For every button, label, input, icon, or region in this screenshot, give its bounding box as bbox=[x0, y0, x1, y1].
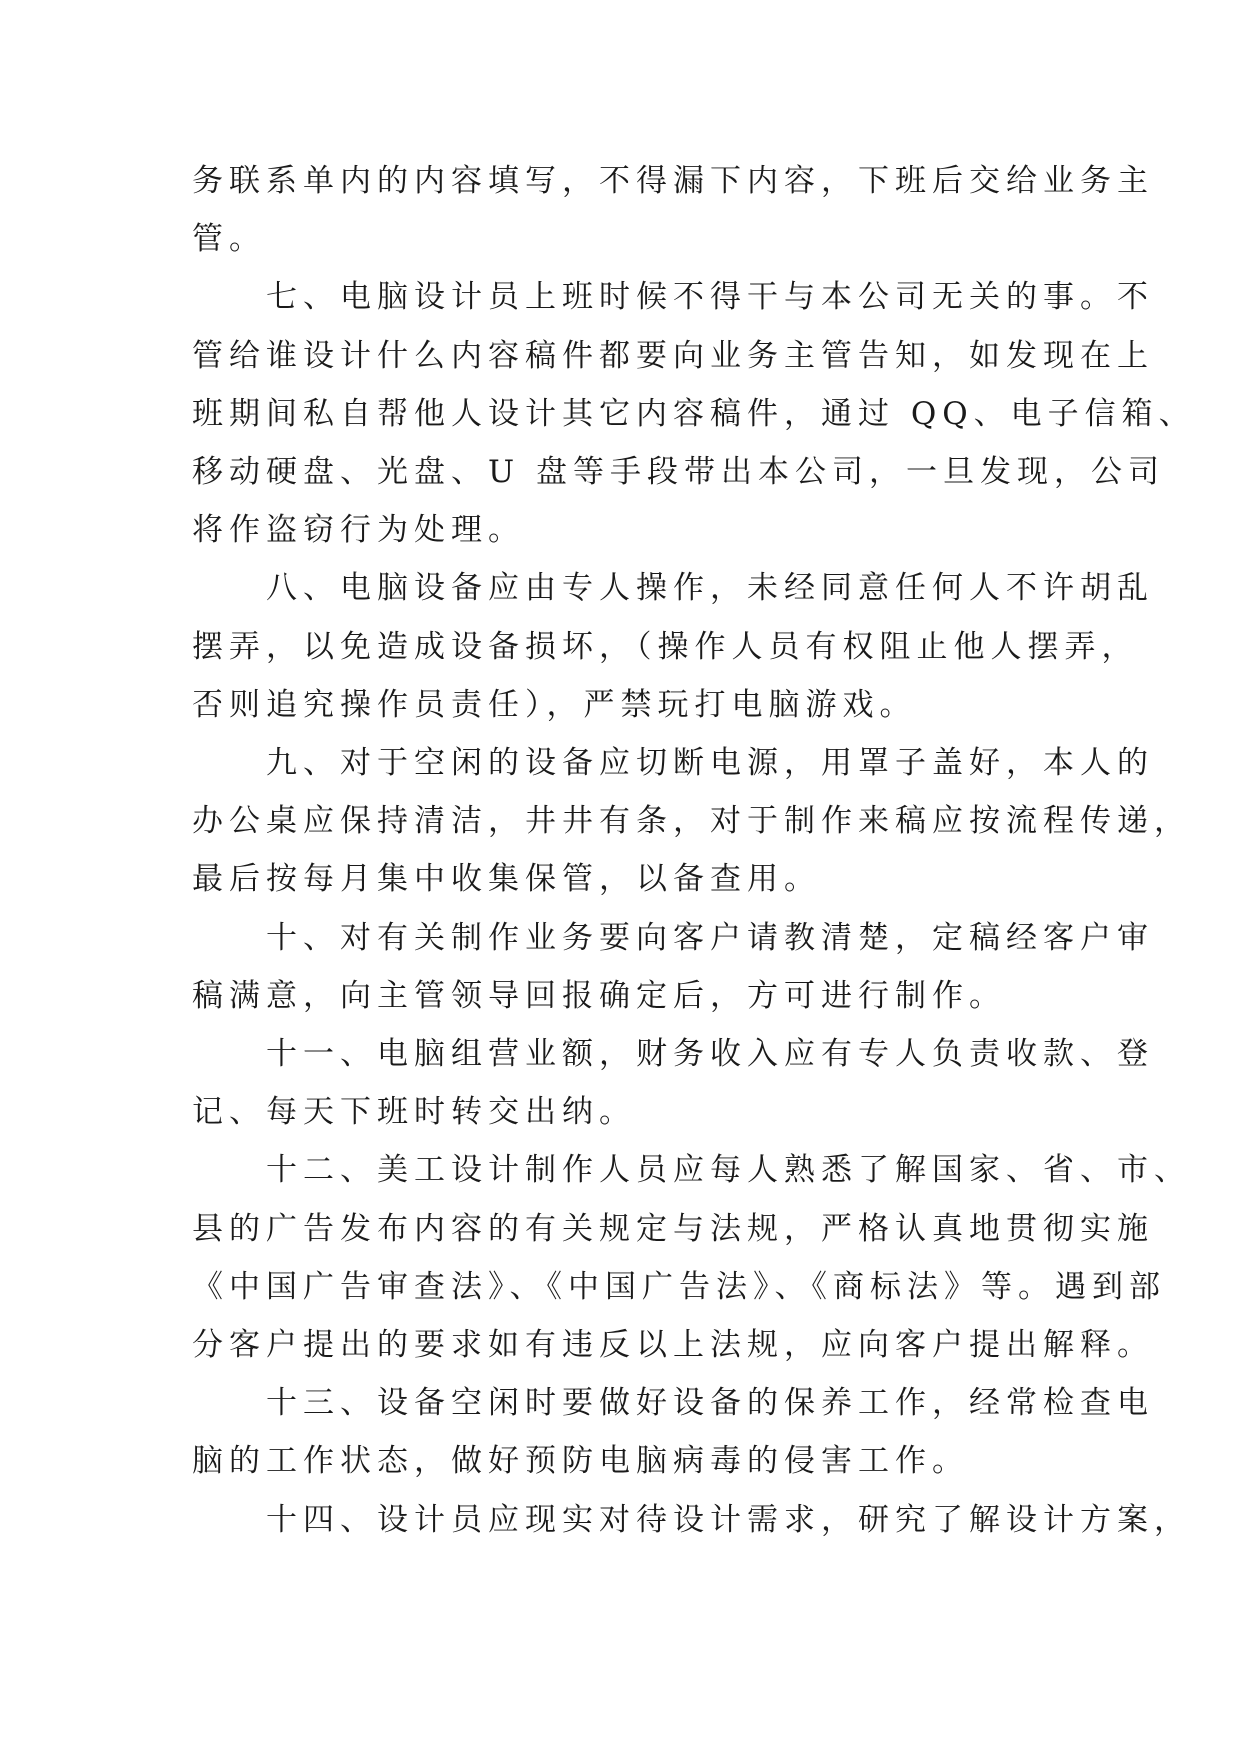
document-body bbox=[192, 152, 1196, 1549]
text-line: 七、电脑设计员上班时候不得干与本公司无关的事。不 bbox=[266, 279, 1154, 316]
text-line: 管。 bbox=[192, 221, 266, 258]
text-line: 务联系单内的内容填写，不得漏下内容，下班后交给业务主 bbox=[192, 163, 1154, 199]
text-line: 十、对有关制作业务要向客户请教清楚，定稿经客户审 bbox=[266, 919, 1154, 956]
text-line: 十三、设备空闲时要做好设备的保养工作，经常检查电 bbox=[266, 1385, 1154, 1422]
text-line: 八、电脑设备应由专人操作，未经同意任何人不许胡乱 bbox=[266, 570, 1154, 607]
text-line: 县的广告发布内容的有关规定与法规，严格认真地贯彻实施 bbox=[192, 1210, 1154, 1247]
text-line: 九、对于空闲的设备应切断电源，用罩子盖好，本人的 bbox=[266, 745, 1154, 782]
text-line: 脑的工作状态，做好预防电脑病毒的侵害工作。 bbox=[192, 1443, 969, 1480]
text-line: 办公桌应保持清洁，井井有条，对于制作来稿应按流程传递， bbox=[192, 803, 1191, 840]
text-line: 摆弄，以免造成设备损坏，（操作人员有权阻止他人摆弄， bbox=[192, 628, 1139, 665]
paragraph-item-10 bbox=[192, 909, 1154, 1025]
text-line: 班期间私自帮他人设计其它内容稿件，通过 QQ、电子信箱、 bbox=[192, 395, 1196, 432]
paragraph-item-8 bbox=[192, 559, 1154, 734]
text-line: 将作盗窃行为处理。 bbox=[192, 512, 525, 549]
text-line: 管给谁设计什么内容稿件都要向业务主管告知，如发现在上 bbox=[192, 337, 1154, 374]
paragraph-continuation bbox=[192, 152, 1154, 268]
paragraph-item-11 bbox=[192, 1025, 1154, 1141]
text-line: 十四、设计员应现实对待设计需求，研究了解设计方案， bbox=[266, 1501, 1191, 1538]
text-line: 《中国广告审查法》、《中国广告法》、《商标法》等。遇到部 bbox=[192, 1268, 1166, 1305]
text-line: 最后按每月集中收集保管，以备查用。 bbox=[192, 861, 821, 898]
paragraph-item-12 bbox=[192, 1141, 1191, 1374]
paragraph-item-14 bbox=[192, 1491, 1191, 1549]
text-line: 记、每天下班时转交出纳。 bbox=[192, 1094, 636, 1131]
text-line: 否则追究操作员责任），严禁玩打电脑游戏。 bbox=[192, 686, 917, 723]
text-line: 十二、美工设计制作人员应每人熟悉了解国家、省、市、 bbox=[266, 1152, 1191, 1189]
paragraph-item-7 bbox=[192, 268, 1196, 559]
text-line: 分客户提出的要求如有违反以上法规，应向客户提出解释。 bbox=[192, 1327, 1154, 1364]
text-line: 稿满意，向主管领导回报确定后，方可进行制作。 bbox=[192, 977, 1006, 1014]
paragraph-item-9 bbox=[192, 734, 1191, 909]
text-line: 移动硬盘、光盘、U 盘等手段带出本公司，一旦发现，公司 bbox=[192, 454, 1165, 491]
text-line: 十一、电脑组营业额，财务收入应有专人负责收款、登 bbox=[266, 1036, 1154, 1073]
paragraph-item-13 bbox=[192, 1374, 1154, 1490]
